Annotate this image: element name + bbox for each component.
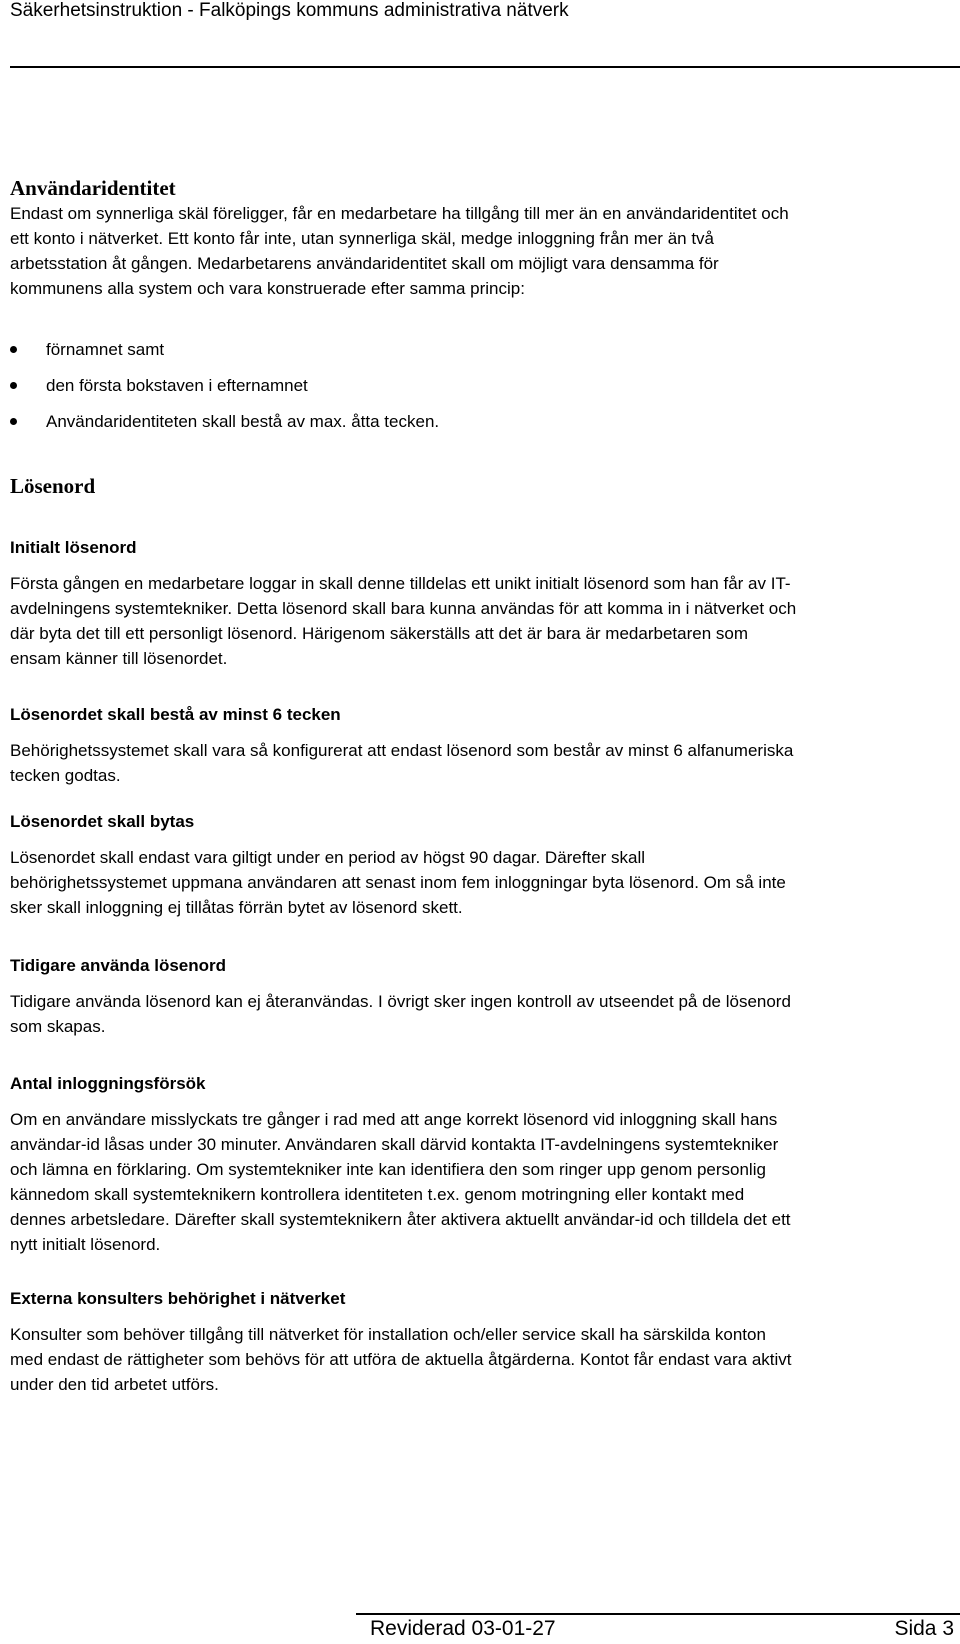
text-line: där byta det till ett personligt lösenord. Härigenom säkerställs att det är bara är medarbetaren som [10,624,748,643]
heading-losenord: Lösenord [10,474,96,498]
list-item-text: den första bokstaven i efternamnet [46,376,308,395]
text-line: tecken godtas. [10,766,121,785]
list-item [10,376,439,396]
text-line: Konsulter som behöver tillgång till nätverket för installation och/eller service skall ha särskilda konton [10,1325,766,1344]
heading-anvandaridentitet: Användaridentitet [10,176,176,200]
text-line: och lämna en förklaring. Om systemtekniker inte kan identifiera den som ringer upp genom personlig [10,1160,766,1179]
text-line: Behörighetssystemet skall vara så konfigurerat att endast lösenord som består av minst 6 alfanumeriska [10,741,794,760]
text-line: Endast om synnerliga skäl föreligger, får en medarbetare ha tillgång till mer än en användaridentitet och [10,204,789,223]
paragraph-tidigare-losenord [10,989,955,1039]
footer-divider [356,1613,960,1615]
text-line: nytt initialt lösenord. [10,1235,161,1254]
paragraph-anvandaridentitet [10,201,955,301]
text-line: avdelningens systemtekniker. Detta lösenord skall bara kunna användas för att komma in i nätverket och [10,599,797,618]
list-item [10,412,439,432]
text-line: användar-id låsas under 30 minuter. Användaren skall därvid kontakta IT-avdelningens systemtekniker [10,1135,779,1154]
heading-skall-bytas: Lösenordet skall bytas [10,812,195,831]
text-line: Tidigare använda lösenord kan ej återanvändas. I övrigt sker ingen kontroll av utseendet på de lösenord [10,992,791,1011]
paragraph-minst-6-tecken [10,738,955,788]
heading-minst-6-tecken: Lösenordet skall bestå av minst 6 tecken [10,705,341,724]
text-line: kännedom skall systemteknikern kontrollera identiteten t.ex. genom motringning eller kontakt med [10,1185,745,1204]
text-line: kommunens alla system och vara konstruerade efter samma princip: [10,279,525,298]
list-item-text: förnamnet samt [46,340,165,359]
bullet-icon [10,418,17,425]
text-line: dennes arbetsledare. Därefter skall systemteknikern åter aktivera aktuellt användar-id och tilldela det ett [10,1210,791,1229]
page-header-title: Säkerhetsinstruktion - Falköpings kommuns administrativa nätverk [10,0,569,21]
text-line: ensam känner till lösenordet. [10,649,228,668]
bullet-icon [10,346,17,353]
paragraph-externa-konsulter [10,1322,955,1397]
paragraph-initialt-losenord [10,571,955,671]
text-line: Lösenordet skall endast vara giltigt under en period av högst 90 dagar. Därefter skall [10,848,646,867]
list-item [10,340,439,360]
paragraph-skall-bytas [10,845,955,920]
text-line: under den tid arbetet utförs. [10,1375,219,1394]
text-line: sker skall inloggning ej tillåtas förrän bytet av lösenord skett. [10,898,463,917]
text-line: med endast de rättigheter som behövs för att utföra de aktuella åtgärderna. Kontot får endast vara aktivt [10,1350,792,1369]
heading-tidigare-losenord: Tidigare använda lösenord [10,956,227,975]
page-number: Sida 3 [894,1617,954,1640]
bullet-list-principles [10,340,439,448]
text-line: Första gången en medarbetare loggar in skall denne tilldelas ett unikt initialt lösenord som han får av IT- [10,574,791,593]
heading-externa-konsulter: Externa konsulters behörighet i nätverket [10,1289,346,1308]
paragraph-antal-inloggningsforsok [10,1107,955,1257]
text-line: Om en användare misslyckats tre gånger i rad med att ange korrekt lösenord vid inloggning skall hans [10,1110,778,1129]
header-divider [10,66,960,68]
text-line: behörighetssystemet uppmana användaren att senast inom fem inloggningar byta lösenord. Om så inte [10,873,786,892]
text-line: ett konto i nätverket. Ett konto får inte, utan synnerliga skäl, medge inloggning från mer än två [10,229,715,248]
heading-initialt-losenord: Initialt lösenord [10,538,137,557]
text-line: som skapas. [10,1017,106,1036]
list-item-text: Användaridentiteten skall bestå av max. åtta tecken. [46,412,440,431]
text-line: arbetsstation åt gången. Medarbetarens användaridentitet skall om möjligt vara densamma för [10,254,719,273]
revision-date: Reviderad 03-01-27 [370,1617,556,1640]
bullet-icon [10,382,17,389]
heading-antal-inloggningsforsok: Antal inloggningsförsök [10,1074,206,1093]
